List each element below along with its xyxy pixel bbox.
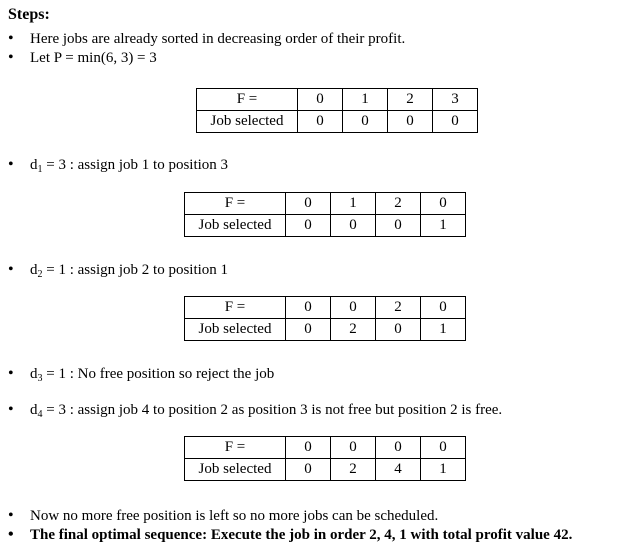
bullet-icon: • bbox=[8, 30, 14, 47]
bullet-icon: • bbox=[8, 507, 14, 524]
table-cell: 2 bbox=[331, 459, 376, 481]
table-cell: 2 bbox=[376, 193, 421, 215]
bullet-d3 bbox=[8, 365, 274, 384]
table-cell: 0 bbox=[388, 111, 433, 133]
table-cell: 0 bbox=[376, 215, 421, 237]
table-cell: 0 bbox=[433, 111, 478, 133]
row-label: Job selected bbox=[185, 215, 286, 237]
bullet-text: Let P = min(6, 3) = 3 bbox=[30, 50, 157, 66]
subscript: 2 bbox=[37, 269, 43, 280]
bullet-body: = 3 : assign job 4 to position 2 as position 3 is not free but position 2 is free. bbox=[42, 402, 503, 418]
slot-table-final bbox=[184, 436, 466, 481]
var-d: d bbox=[30, 262, 38, 278]
table-cell: 2 bbox=[388, 89, 433, 111]
bullet-text: Here jobs are already sorted in decreasing order of their profit. bbox=[30, 31, 406, 47]
bullet-text bbox=[30, 366, 274, 384]
slot-table-initial bbox=[196, 88, 478, 133]
table-cell: 0 bbox=[286, 193, 331, 215]
slot-table-after-job2 bbox=[184, 296, 466, 341]
table-cell: 0 bbox=[286, 319, 331, 341]
table-cell: 0 bbox=[331, 215, 376, 237]
bullet-no-more-positions bbox=[8, 507, 438, 525]
bullet-text: Now no more free position is left so no more jobs can be scheduled. bbox=[30, 508, 439, 524]
row-label: F = bbox=[185, 297, 286, 319]
bullet-sorted-jobs bbox=[8, 30, 405, 48]
row-label: Job selected bbox=[197, 111, 298, 133]
bullet-icon: • bbox=[8, 261, 14, 278]
row-label: F = bbox=[185, 193, 286, 215]
bullet-d4 bbox=[8, 401, 502, 420]
table-cell: 1 bbox=[343, 89, 388, 111]
bullet-body: = 1 : No free position so reject the job bbox=[42, 366, 275, 382]
bullet-d1 bbox=[8, 156, 228, 175]
table-row bbox=[185, 319, 466, 341]
table-row bbox=[185, 297, 466, 319]
table-row bbox=[197, 89, 478, 111]
table-cell: 3 bbox=[433, 89, 478, 111]
bullet-text bbox=[30, 262, 228, 280]
bullet-text bbox=[30, 402, 502, 420]
table-cell: 4 bbox=[376, 459, 421, 481]
table-cell: 0 bbox=[331, 297, 376, 319]
table-row bbox=[185, 459, 466, 481]
bullet-body: = 1 : assign job 2 to position 1 bbox=[42, 262, 229, 278]
table-cell: 0 bbox=[331, 437, 376, 459]
subscript: 4 bbox=[37, 409, 43, 420]
table-cell: 1 bbox=[421, 459, 466, 481]
bullet-icon: • bbox=[8, 401, 14, 418]
row-label: Job selected bbox=[185, 459, 286, 481]
table-cell: 2 bbox=[376, 297, 421, 319]
bullet-icon: • bbox=[8, 365, 14, 382]
table-cell: 0 bbox=[376, 437, 421, 459]
bullet-body: = 3 : assign job 1 to position 3 bbox=[42, 157, 229, 173]
row-label: F = bbox=[197, 89, 298, 111]
table-cell: 0 bbox=[286, 459, 331, 481]
bullet-final-sequence bbox=[8, 526, 572, 544]
bullet-let-p bbox=[8, 49, 157, 67]
table-cell: 0 bbox=[376, 319, 421, 341]
table-cell: 0 bbox=[298, 111, 343, 133]
table-row bbox=[185, 215, 466, 237]
bullet-d2 bbox=[8, 261, 228, 280]
table-cell: 0 bbox=[286, 215, 331, 237]
table-cell: 2 bbox=[331, 319, 376, 341]
var-d: d bbox=[30, 157, 38, 173]
table-cell: 0 bbox=[286, 437, 331, 459]
table-cell: 1 bbox=[421, 319, 466, 341]
table-cell: 1 bbox=[331, 193, 376, 215]
var-d: d bbox=[30, 366, 38, 382]
table-row bbox=[185, 437, 466, 459]
steps-heading: Steps: bbox=[8, 6, 50, 23]
table-cell: 0 bbox=[343, 111, 388, 133]
subscript: 3 bbox=[37, 373, 43, 384]
table-cell: 0 bbox=[421, 297, 466, 319]
bullet-text: The final optimal sequence: Execute the job in order 2, 4, 1 with total profit value 42. bbox=[30, 527, 573, 543]
table-cell: 0 bbox=[421, 437, 466, 459]
table-cell: 1 bbox=[421, 215, 466, 237]
slot-table-after-job1 bbox=[184, 192, 466, 237]
row-label: Job selected bbox=[185, 319, 286, 341]
subscript: 1 bbox=[37, 164, 43, 175]
table-cell: 0 bbox=[286, 297, 331, 319]
bullet-icon: • bbox=[8, 156, 14, 173]
table-cell: 0 bbox=[298, 89, 343, 111]
bullet-text bbox=[30, 157, 228, 175]
table-row bbox=[185, 193, 466, 215]
table-cell: 0 bbox=[421, 193, 466, 215]
table-row bbox=[197, 111, 478, 133]
bullet-icon: • bbox=[8, 49, 14, 66]
var-d: d bbox=[30, 402, 38, 418]
bullet-icon: • bbox=[8, 526, 14, 543]
row-label: F = bbox=[185, 437, 286, 459]
